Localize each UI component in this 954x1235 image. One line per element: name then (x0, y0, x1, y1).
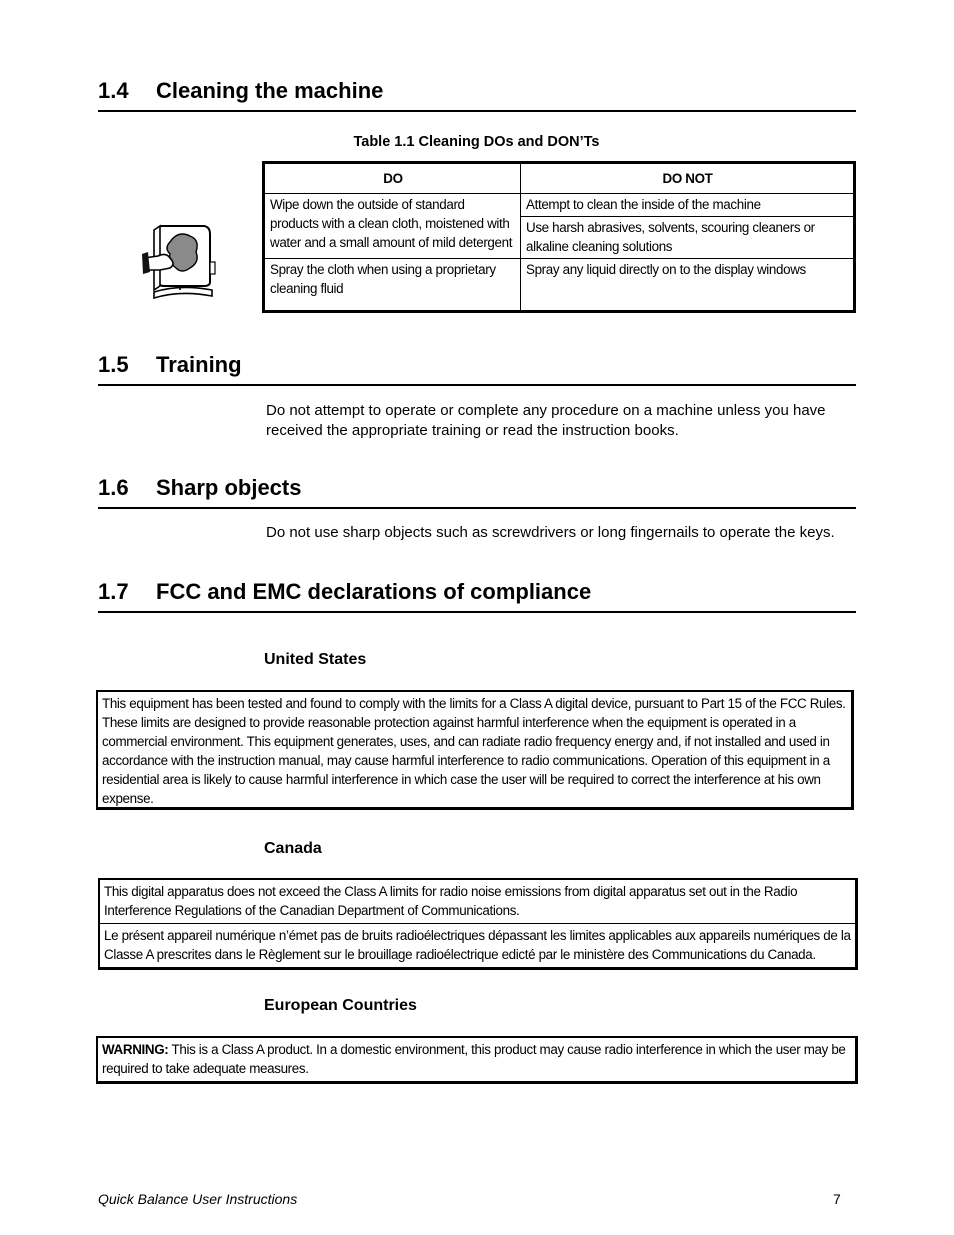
canada-text-french: Le présent appareil numérique n’émet pas de bruits radioélectriques dépassant les limites applicables aux appareils numériques de la Classe A prescrites dans le Règlement sur le brouillage radioélectrique edicté par le ministère des Communications du Canada. (100, 923, 855, 967)
section-title: FCC and EMC declarations of compliance (156, 579, 592, 604)
warning-label: WARNING: (102, 1042, 169, 1057)
table-cell: Wipe down the outside of standard products with a clean cloth, moistened with water and a small amount of mild detergent (264, 194, 521, 259)
europe-compliance-box (96, 1036, 858, 1084)
column-header-do: DO (264, 163, 521, 194)
subheading-united-states: United States (264, 651, 367, 668)
us-compliance-text: This equipment has been tested and found to comply with the limits for a Class A digital device, pursuant to Part 15 of the FCC Rules. These limits are designed to provide reasonable protection against harmful interference when the equipment is operated in a commercial environment. This equipment generates, uses, and can radiate radio frequency energy and, if not installed and used in accordance with the instruction manual, may cause harmful interference to radio communications. Operation of this equipment in a residential area is likely to cause harmful interference in which case the user will be required to correct the interference at his own expense. (102, 696, 846, 806)
table-caption: Table 1.1 Cleaning DOs and DON’Ts (353, 134, 600, 150)
subheading-european-countries: European Countries (264, 997, 417, 1014)
section-title: Training (156, 352, 242, 377)
europe-warning (98, 1038, 855, 1081)
footer-title: Quick Balance User Instructions (98, 1191, 298, 1207)
page-number: 7 (833, 1191, 841, 1207)
sharp-objects-text: Do not use sharp objects such as screwdrivers or long fingernails to operate the keys. (266, 524, 835, 541)
heading-1-5 (98, 352, 856, 386)
us-compliance-box (96, 690, 854, 810)
subheading-canada: Canada (264, 840, 322, 857)
heading-1-7 (98, 579, 856, 613)
cleaning-cloth-icon (140, 222, 222, 304)
heading-1-4 (98, 78, 856, 112)
training-text: Do not attempt to operate or complete any procedure on a machine unless you have received the appropriate training or read the instruction books. (266, 402, 826, 439)
table-cell: Spray the cloth when using a proprietary cleaning fluid (264, 259, 521, 312)
section-number: 1.4 (98, 78, 129, 103)
heading-1-6 (98, 475, 856, 509)
section-number: 1.5 (98, 352, 129, 377)
table-cell: Spray any liquid directly on to the display windows (521, 259, 855, 312)
section-title: Sharp objects (156, 475, 302, 500)
cleaning-table (262, 161, 856, 313)
section-number: 1.6 (98, 475, 129, 500)
canada-text-english: This digital apparatus does not exceed the Class A limits for radio noise emissions from digital apparatus set out in the Radio Interference Regulations of the Canadian Department of Communications. (104, 884, 798, 918)
section-number: 1.7 (98, 579, 129, 604)
table-cell: Attempt to clean the inside of the machine (521, 194, 855, 217)
table-cell: Use harsh abrasives, solvents, scouring cleaners or alkaline cleaning solutions (521, 217, 855, 259)
column-header-do-not: DO NOT (521, 163, 855, 194)
section-title: Cleaning the machine (156, 78, 384, 103)
warning-text: This is a Class A product. In a domestic environment, this product may cause radio interference in which the user may be required to take adequate measures. (102, 1042, 846, 1076)
canada-compliance-box (98, 878, 858, 970)
